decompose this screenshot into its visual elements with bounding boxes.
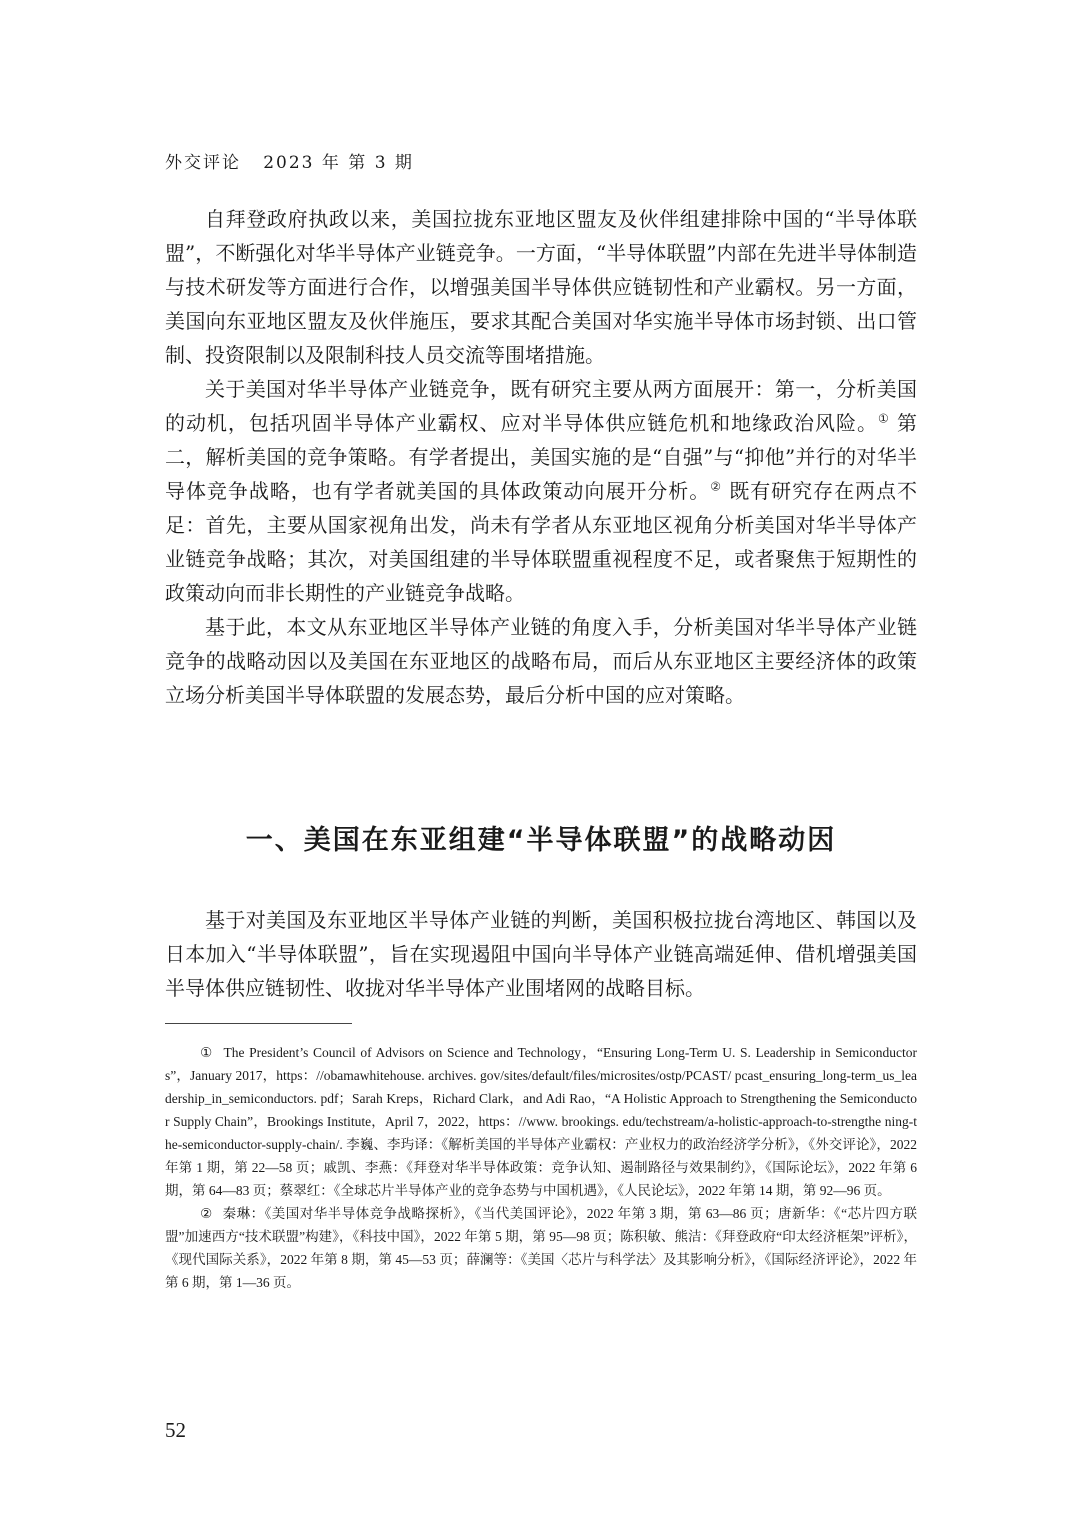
footnotes [165, 1041, 917, 1294]
section-paragraph: 基于对美国及东亚地区半导体产业链的判断，美国积极拉拢台湾地区、韩国以及日本加入“半导体联盟”，旨在实现遏阻中国向半导体产业链高端延伸、借机增强美国半导体供应链韧性、收拢对华半导体产业围堵网的战略目标。 [165, 908, 917, 1000]
paragraph-text: 既有研究存在两点不足：首先，主要从国家视角出发，尚未有学者从东亚地区视角分析美国对华半导体产业链竞争战略；其次，对美国组建的半导体联盟重视程度不足，或者聚焦于短期性的政策动向而非长期性的产业链竞争战略。 [165, 479, 917, 605]
footnote-mark: ① [200, 1045, 214, 1060]
page-number: 52 [165, 1418, 186, 1442]
footnote-divider [165, 1023, 352, 1024]
footnote-mark: ② [200, 1206, 213, 1221]
paragraph-text: 第二，解析美国的竞争策略。有学者提出，美国实施的是“自强”与“抑他”并行的对华半导体竞争战略，也有学者就美国的具体政策动向展开分析。 [165, 411, 917, 503]
section-heading: 一、美国在东亚组建“半导体联盟”的战略动因 [245, 825, 837, 856]
footnote-1 [165, 1041, 917, 1202]
intro-paragraph-3: 基于此，本文从东亚地区半导体产业链的角度入手，分析美国对华半导体产业链竞争的战略动因以及美国在东亚地区的战略布局，而后从东亚地区主要经济体的政策立场分析美国半导体联盟的发展态势，最后分析中国的应对策略。 [165, 615, 917, 707]
journal-name: 外交评论 [165, 153, 241, 173]
intro-paragraph-1: 自拜登政府执政以来，美国拉拢东亚地区盟友及伙伴组建排除中国的“半导体联盟”，不断强化对华半导体产业链竞争。一方面，“半导体联盟”内部在先进半导体制造与技术研发等方面进行合作，以增强美国半导体供应链韧性和产业霸权。另一方面，美国向东亚地区盟友及伙伴施压，要求其配合美国对华实施半导体市场封锁、出口管制、投资限制以及限制科技人员交流等围堵措施。 [165, 207, 917, 367]
issue-info: 2023 年 第 3 期 [263, 153, 414, 173]
section-body [165, 903, 917, 1005]
footnote-ref-2[interactable]: ② [710, 479, 722, 494]
footnote-2 [165, 1202, 917, 1294]
paragraph-text: 关于美国对华半导体产业链竞争，既有研究主要从两方面展开：第一，分析美国的动机，包括巩固半导体产业霸权、应对半导体供应链危机和地缘政治风险。 [165, 377, 917, 435]
running-header [165, 148, 414, 173]
footnote-text: The President’s Council of Advisors on Science and Technology，“Ensuring Long-Term U. S. Leadership in Semiconductors”，January 2017，https：//obamawhitehouse. archives. gov/sites/default/files/microsites/ostp/PCAST/ pcast_ensuring_long-term_us_leadership_in_semiconductors. pdf；Sarah Kreps，Richard Clark，and Adi Rao，“A Holistic Approach to Strengthening the Semiconductor Supply Chain”，Brookings Institute，April 7，2022，https：//www. brookings. edu/techstream/a-holistic-approach-to-strengthe ning-the-semiconductor-supply-chain/. 李巍、李玙译：《解析美国的半导体产业霸权：产业权力的政治经济学分析》，《外交评论》，2022 年第 1 期，第 22—58 页；戚凯、李燕：《拜登对华半导体政策：竞争认知、遏制路径与效果制约》，《国际论坛》，2022 年第 6 期，第 64—83 页；蔡翠红：《全球芯片半导体产业的竞争态势与中国机遇》，《人民论坛》，2022 年第 14 期，第 92—96 页。 [165, 1045, 917, 1198]
intro-section [165, 202, 917, 712]
footnote-text: 秦琳：《美国对华半导体竞争战略探析》，《当代美国评论》，2022 年第 3 期，第 63—86 页；唐新华：《“芯片四方联盟”加速西方“技术联盟”构建》，《科技中国》，2022 年第 5 期，第 95—98 页；陈积敏、熊洁：《拜登政府“印太经济框架”评析》，《现代国际关系》，2022 年第 8 期，第 45—53 页；薛澜等：《美国〈芯片与科学法〉及其影响分析》，《国际经济评论》，2022 年第 6 期，第 1—36 页。 [165, 1206, 917, 1290]
footnote-ref-1[interactable]: ① [877, 411, 890, 426]
intro-paragraph-2 [165, 372, 917, 610]
